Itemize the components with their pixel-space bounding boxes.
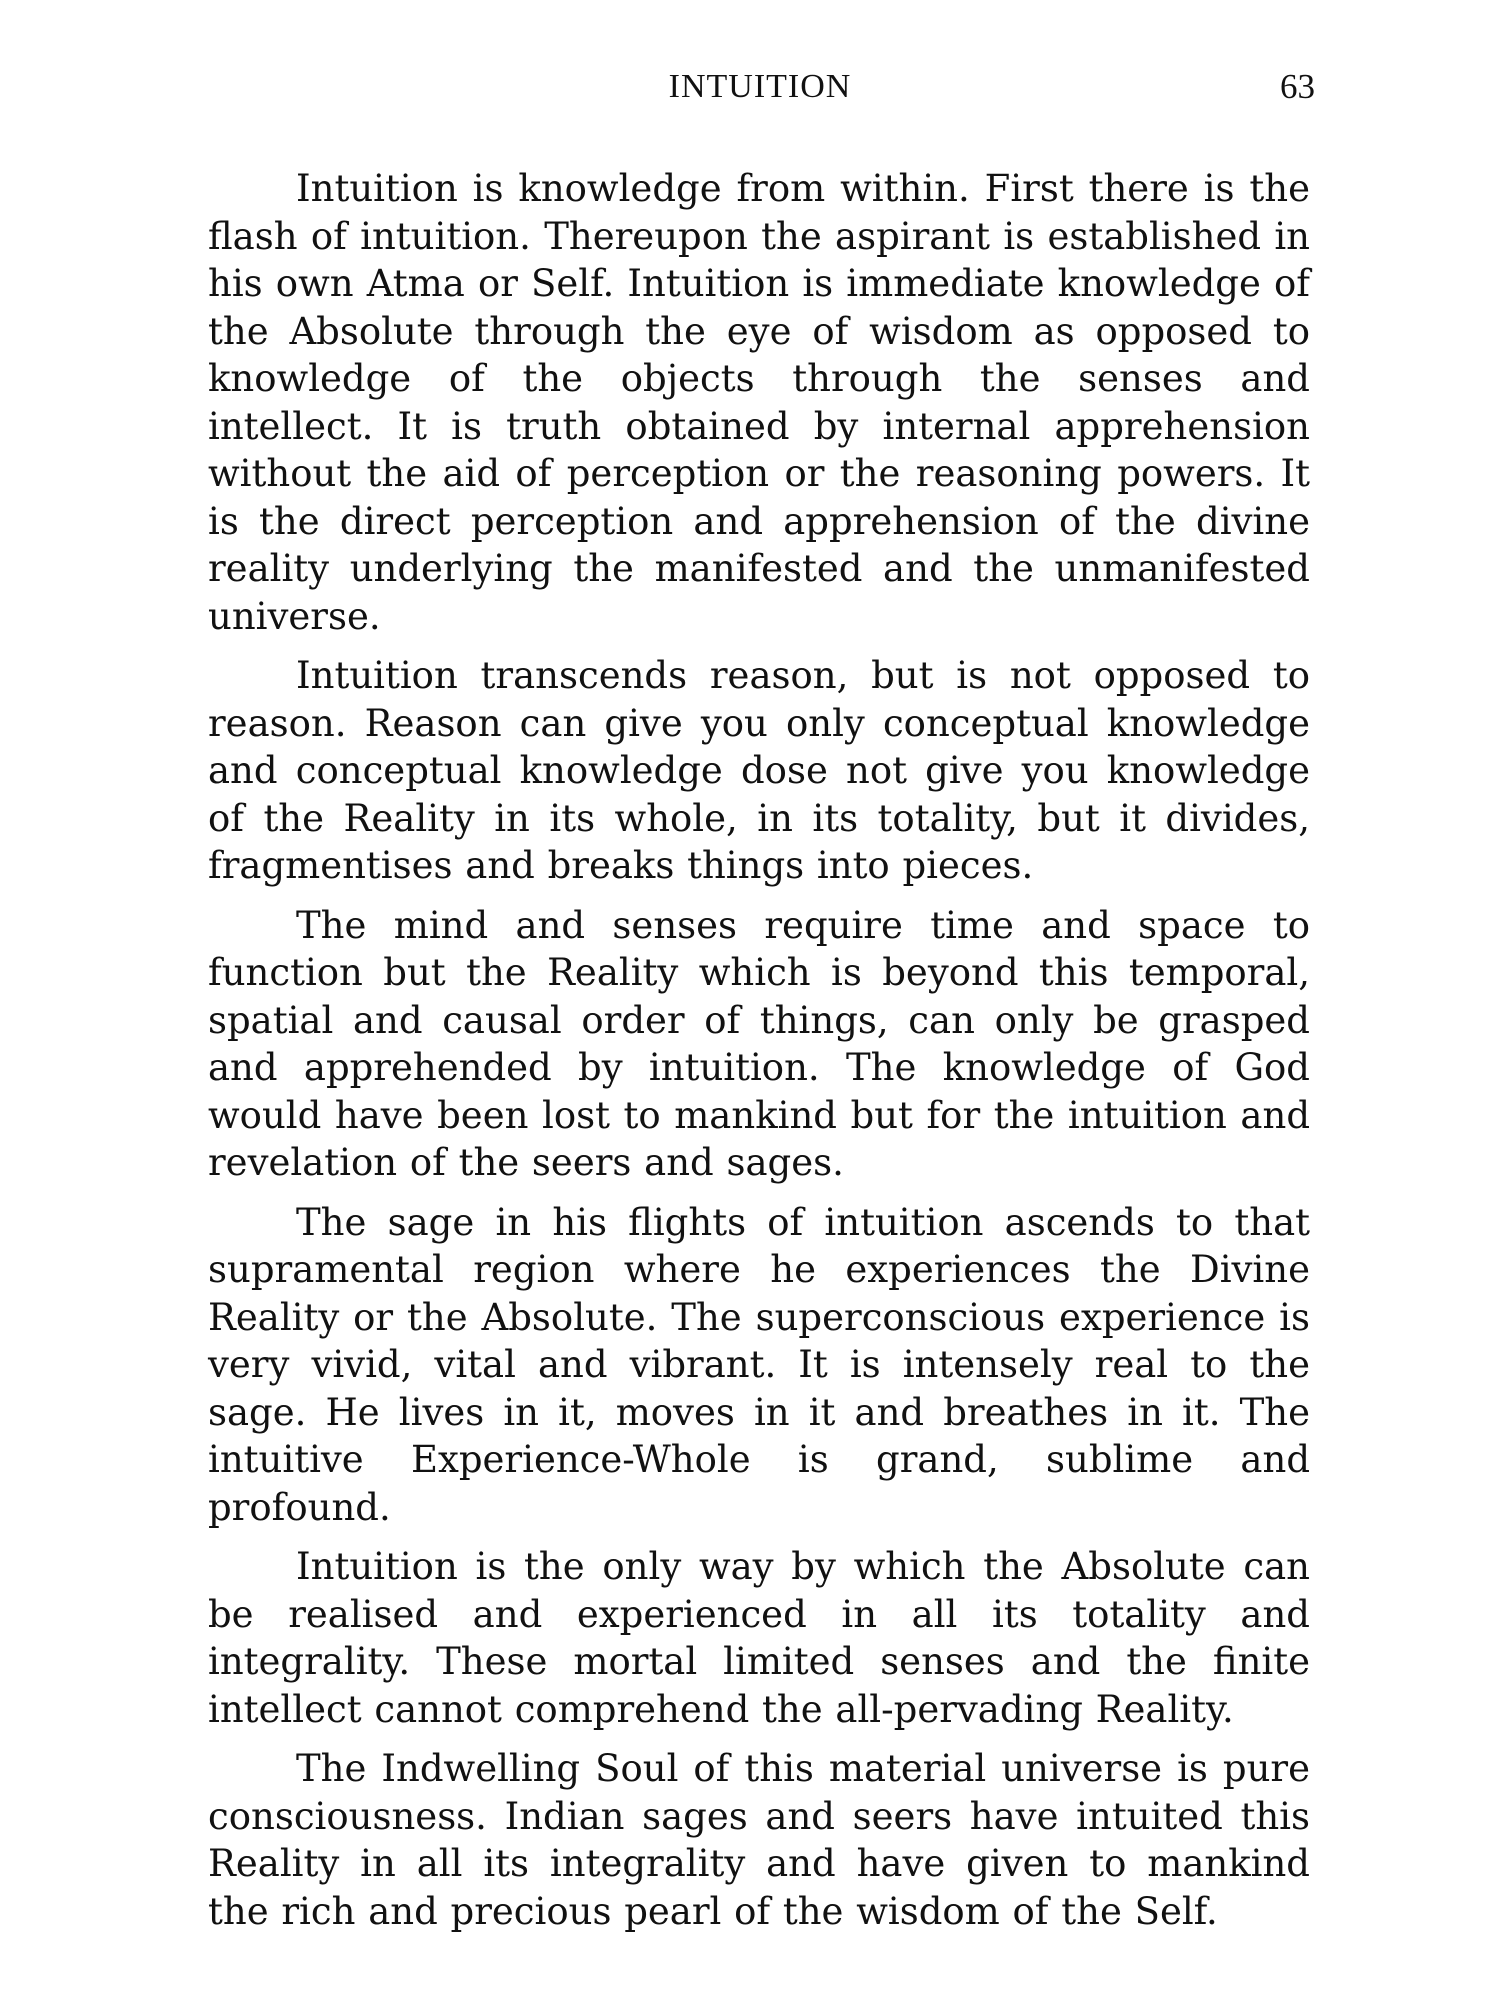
paragraph-6: The Indwelling Soul of this material universe is pure consciousness. Indian sages and seers have intuited this Reality in all its integrality and have given to mankind the rich and precious pearl of the wisdom of the Self. (208, 1747, 1310, 1933)
paragraph-1: Intuition is knowledge from within. First there is the flash of intuition. Thereupon the aspirant is established in his own Atma or Self. Intuition is immediate knowledge of the Absolute through the eye of wisdom as opposed to knowledge of the objects through the senses and intellect. It is truth obtained by internal apprehension without the aid of perception or the reasoning powers. It is the direct perception and apprehension of the divine reality underlying the manifested and the unmanifested universe. (208, 167, 1310, 638)
page-number: 63 (1280, 67, 1315, 106)
chapter-title: INTUITION (668, 68, 852, 105)
body-text (208, 165, 1310, 1947)
paragraph-5: Intuition is the only way by which the Absolute can be realised and experienced in all its totality and integrality. These mortal limited senses and the finite intellect cannot comprehend the all-pervading Reality. (208, 1545, 1310, 1731)
paragraph-4: The sage in his flights of intuition ascends to that supramental region where he experiences the Divine Reality or the Absolute. The superconscious experience is very vivid, vital and vibrant. It is intensely real to the sage. He lives in it, moves in it and breathes in it. The intuitive Experience-Whole is grand, sublime and profound. (208, 1200, 1310, 1529)
running-header (205, 62, 1315, 112)
paragraph-2: Intuition transcends reason, but is not opposed to reason. Reason can give you only conceptual knowledge and conceptual knowledge dose not give you knowledge of the Reality in its whole, in its totality, but it divides, fragmentises and breaks things into pieces. (208, 654, 1310, 887)
paragraph-3: The mind and senses require time and space to function but the Reality which is beyond this temporal, spatial and causal order of things, can only be grasped and apprehended by intuition. The knowledge of God would have been lost to mankind but for the intuition and revelation of the seers and sages. (208, 903, 1310, 1184)
